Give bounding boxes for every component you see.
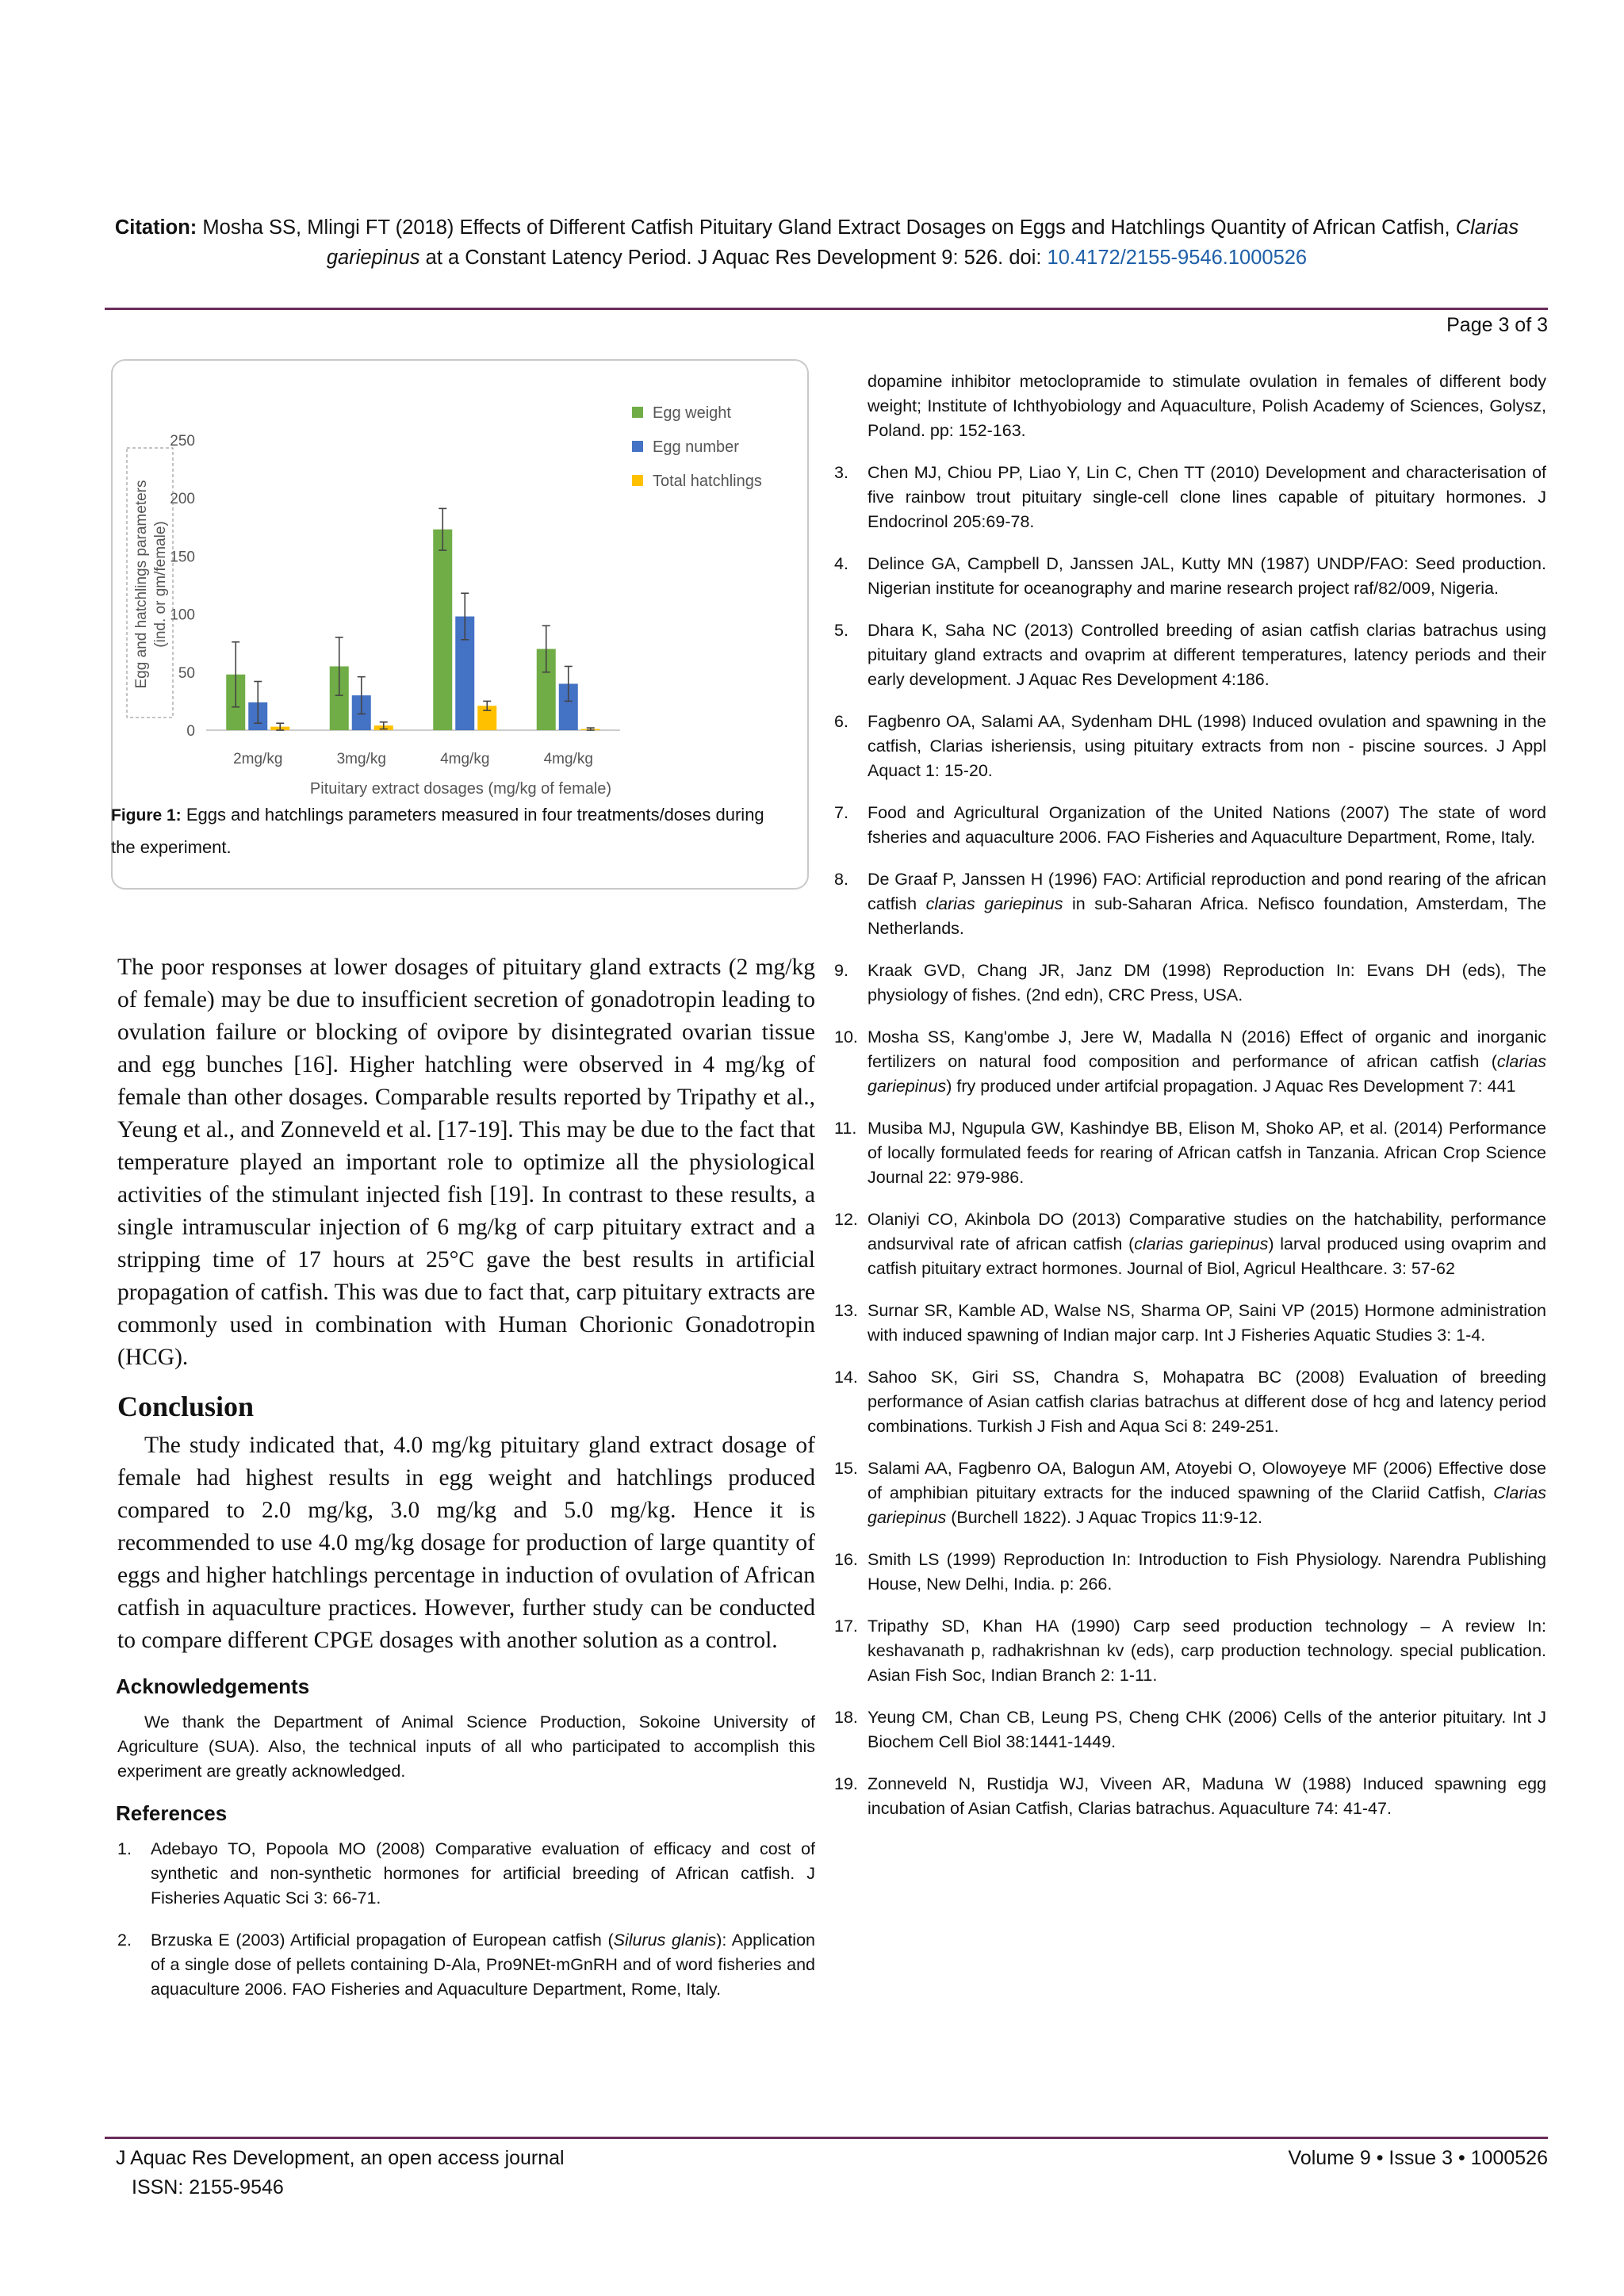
reference-number: 1.	[117, 1839, 132, 1858]
page-number: Page 3 of 3	[1446, 314, 1548, 336]
reference-number: 4.	[834, 554, 848, 573]
reference-text: Dhara K, Saha NC (2013) Controlled breeding of asian catfish clarias batrachus using pituitary gland extracts and ovaprim at different temperatures, latency periods and their early development. J Aquac Res Development 4:186.	[868, 621, 1546, 689]
reference-text: Olaniyi CO, Akinbola DO (2013) Comparative studies on the hatchability, performance andsurvival rate of african catfish (clarias gariepinus) larval produced using ovaprim and catfish pituitary extract hormones. Journal of Biol, Agricul Healthcare. 3: 57-62	[868, 1210, 1546, 1278]
legend-swatch	[632, 407, 643, 418]
reference-item	[834, 1705, 1546, 1755]
y-tick-label: 250	[170, 433, 195, 450]
footer-volume: Volume 9 • Issue 3 • 1000526	[1288, 2147, 1548, 2169]
reference-text: Sahoo SK, Giri SS, Chandra S, Mohapatra BC (2008) Evaluation of breeding performance of Asian catfish clarias batrachus at different dose of hcg and latency period combinations. Turkish J Fish and Aqua Sci 8: 249-251.	[868, 1368, 1546, 1436]
doi-link[interactable]: 10.4172/2155-9546.1000526	[1047, 247, 1308, 269]
y-axis-label: Egg and hatchlings parameters	[133, 480, 150, 689]
discussion-paragraph: The poor responses at lower dosages of pituitary gland extracts (2 mg/kg of female) may be due to insufficient secretion of gonadotropin leading to ovulation failure or blocking of ovipore by disintegrated ovarian tissue and egg bunches [16]. Higher hatchling were observed in 4 mg/kg of female than other dosages. Comparable results reported by Tripathy et al., Yeung et al., and Zonneveld et al. [17-19]. This may be due to the fact that temperature played an important role to optimize all the physiological activities of the stimulant injected fish [19]. In contrast to these results, a single intramuscular injection of 6 mg/kg of carp pituitary extract and a stripping time of 17 hours at 25°C gave the best results in artificial propagation of catfish. This was due to fact that, carp pituitary extracts are commonly used in combination with Human Chorionic Gonadotropin (HCG).	[117, 955, 815, 1370]
reference-number: 9.	[834, 961, 848, 980]
reference-item	[834, 1614, 1546, 1688]
species-name: Clarias gariepinus	[868, 1483, 1546, 1527]
reference-2-continuation: dopamine inhibitor metoclopramide to stimulate ovulation in females of different body weight; Institute of Ichthyobiology and Aquaculture, Polish Academy of Sciences, Golysz, Poland. pp: 152-163.	[868, 372, 1546, 440]
citation-text-2: at a Constant Latency Period. J Aquac Res Development 9: 526. doi:	[425, 247, 1042, 269]
species-name: Silurus glanis	[613, 1931, 717, 1950]
reference-number: 2.	[117, 1931, 132, 1950]
reference-number: 7.	[834, 803, 848, 822]
reference-number: 6.	[834, 712, 848, 731]
reference-text: Brzuska E (2003) Artificial propagation of European catfish (Silurus glanis): Application of a single dose of pellets containing D-Ala, Pro9NEt-mGnRH and of word fisheries and aquaculture 2006. FAO Fisheries and Aquaculture Department, Rome, Italy.	[151, 1931, 815, 1999]
acknowledgements-paragraph: We thank the Department of Animal Science Production, Sokoine University of Agriculture (SUA). Also, the technical inputs of all who participated to accomplish this experiment are greatly acknowledged.	[117, 1712, 815, 1781]
species-name: clarias gariepinus	[868, 1052, 1546, 1096]
reference-text: Delince GA, Campbell D, Janssen JAL, Kutty MN (1987) UNDP/FAO: Seed production. Nigerian institute for oceanography and marine research project raf/82/009, Nigeria.	[868, 554, 1546, 598]
reference-number: 3.	[834, 463, 848, 482]
footer-divider	[105, 2137, 1548, 2139]
x-tick-label: 4mg/kg	[543, 751, 593, 767]
conclusion-heading: Conclusion	[117, 1391, 255, 1422]
reference-item	[834, 618, 1546, 692]
figure-caption	[111, 799, 790, 863]
y-tick-label: 0	[186, 723, 195, 740]
legend-label: Egg number	[653, 438, 739, 456]
reference-text: Chen MJ, Chiou PP, Liao Y, Lin C, Chen TT (2010) Development and characterisation of five rainbow trout pituitary single-cell clone lines capable of pituitary hormones. J Endocrinol 205:69-78.	[868, 463, 1546, 531]
reference-number: 12.	[834, 1210, 858, 1229]
reference-number: 15.	[834, 1459, 858, 1478]
reference-list-left	[117, 1837, 815, 2002]
reference-item	[117, 1928, 815, 2002]
header-divider	[105, 308, 1548, 310]
reference-number: 11.	[834, 1119, 857, 1138]
reference-item	[834, 1365, 1546, 1439]
reference-text: Zonneveld N, Rustidja WJ, Viveen AR, Maduna W (1988) Induced spawning egg incubation of Asian Catfish, Clarias batrachus. Aquaculture 74: 41-47.	[868, 1774, 1546, 1818]
reference-item	[834, 710, 1546, 783]
reference-number: 18.	[834, 1708, 858, 1727]
figure-caption-label: Figure 1:	[111, 806, 182, 825]
y-tick-label: 200	[170, 491, 195, 508]
reference-number: 5.	[834, 621, 848, 640]
reference-number: 17.	[834, 1617, 858, 1636]
y-tick-label: 100	[170, 607, 195, 624]
reference-item	[834, 1548, 1546, 1597]
reference-item	[117, 1837, 815, 1911]
reference-text: Fagbenro OA, Salami AA, Sydenham DHL (1998) Induced ovulation and spawning in the catfish, Clarias isheriensis, using pituitary extracts from non - piscine sources. J Appl Aquact 1: 15-20.	[868, 712, 1546, 780]
citation	[111, 212, 1522, 273]
reference-number: 10.	[834, 1027, 858, 1047]
x-tick-label: 2mg/kg	[233, 751, 283, 767]
citation-text: Mosha SS, Mlingi FT (2018) Effects of Different Catfish Pituitary Gland Extract Dosages on Eggs and Hatchlings Quantity of African Catfish,	[202, 216, 1450, 239]
reference-text: Yeung CM, Chan CB, Leung PS, Cheng CHK (2006) Cells of the anterior pituitary. Int J Biochem Cell Biol 38:1441-1449.	[868, 1708, 1546, 1751]
reference-list-right	[834, 461, 1546, 1821]
reference-text: Kraak GVD, Chang JR, Janz DM (1998) Reproduction In: Evans DH (eds), The physiology of fishes. (2nd edn), CRC Press, USA.	[868, 961, 1546, 1004]
reference-item	[834, 461, 1546, 534]
reference-number: 19.	[834, 1774, 858, 1793]
reference-item	[834, 959, 1546, 1008]
reference-item	[834, 867, 1546, 941]
bar-egg-weight	[433, 530, 452, 730]
reference-item	[834, 1025, 1546, 1099]
reference-item	[834, 1299, 1546, 1348]
figure-caption-text: Eggs and hatchlings parameters measured in four treatments/doses during the experiment.	[111, 805, 764, 857]
legend-swatch	[632, 441, 643, 452]
reference-item	[834, 801, 1546, 850]
reference-number: 8.	[834, 870, 848, 889]
references-heading: References	[116, 1801, 228, 1825]
acknowledgements-heading: Acknowledgements	[116, 1674, 310, 1698]
reference-item	[834, 552, 1546, 601]
x-tick-label: 3mg/kg	[336, 751, 386, 767]
reference-text: Musiba MJ, Ngupula GW, Kashindye BB, Elison M, Shoko AP, et al. (2014) Performance of locally formulated feeds for rearing of African catfsh in Tanzania. African Crop Science Journal 22: 979-986.	[868, 1119, 1546, 1187]
reference-item	[834, 1456, 1546, 1530]
reference-number: 16.	[834, 1550, 858, 1569]
species-name: clarias gariepinus	[925, 894, 1063, 913]
x-tick-label: 4mg/kg	[440, 751, 490, 767]
reference-text: Smith LS (1999) Reproduction In: Introduction to Fish Physiology. Narendra Publishing House, New Delhi, India. p: 266.	[868, 1550, 1546, 1594]
reference-text: Tripathy SD, Khan HA (1990) Carp seed production technology – A review In: keshavanath p, radhakrishnan kv (eds), carp production technology. special publication. Asian Fish Soc, Indian Branch 2: 1-11.	[868, 1617, 1546, 1685]
conclusion-paragraph: The study indicated that, 4.0 mg/kg pituitary gland extract dosage of female had highest results in egg weight and hatchlings produced compared to 2.0 mg/kg, 3.0 mg/kg and 5.0 mg/kg. Hence it is recommended to use 4.0 mg/kg dosage for production of large quantity of eggs and higher hatchlings percentage in induction of ovulation of African catfish in aquaculture practices. However, further study can be conducted to compare different CPGE dosages with another solution as a control.	[117, 1433, 815, 1653]
bar-chart	[113, 361, 807, 805]
reference-item	[834, 1207, 1546, 1281]
y-axis-label: (ind. or gm/female)	[152, 521, 169, 648]
legend-label: Egg weight	[653, 404, 731, 422]
reference-item	[834, 1772, 1546, 1821]
reference-item	[834, 1116, 1546, 1190]
y-tick-label: 50	[178, 664, 195, 682]
y-tick-label: 150	[170, 549, 195, 566]
reference-text: De Graaf P, Janssen H (1996) FAO: Artificial reproduction and pond rearing of the african catfish clarias gariepinus in sub-Saharan Africa. Nefisco foundation, Amsterdam, The Netherlands.	[868, 870, 1546, 938]
reference-text: Food and Agricultural Organization of the United Nations (2007) The state of word fsheries and aquaculture 2006. FAO Fisheries and Aquaculture Department, Rome, Italy.	[868, 803, 1546, 847]
x-axis-label: Pituitary extract dosages (mg/kg of female)	[309, 780, 612, 798]
footer-issn: ISSN: 2155-9546	[132, 2176, 284, 2198]
species-name: clarias gariepinus	[1134, 1234, 1269, 1253]
reference-text: Salami AA, Fagbenro OA, Balogun AM, Atoyebi O, Olowoyeye MF (2006) Effective dose of amphibian pituitary extracts for the induced spawning of the Clariid Catfish, Clarias gariepinus (Burchell 1822). J Aquac Tropics 11:9-12.	[868, 1459, 1546, 1527]
reference-text: Mosha SS, Kang'ombe J, Jere W, Madalla N (2016) Effect of organic and inorganic fertilizers on natural food composition and performance of african catfish (clarias gariepinus) fry produced under artifcial propagation. J Aquac Res Development 7: 441	[868, 1027, 1546, 1096]
reference-number: 14.	[834, 1368, 858, 1387]
legend-label: Total hatchlings	[653, 473, 762, 490]
reference-text: Adebayo TO, Popoola MO (2008) Comparative evaluation of efficacy and cost of synthetic and non-synthetic hormones for artificial breeding of African catfish. J Fisheries Aquatic Sci 3: 66-71.	[151, 1839, 815, 1908]
legend-swatch	[632, 475, 643, 486]
reference-text: Surnar SR, Kamble AD, Walse NS, Sharma OP, Saini VP (2015) Hormone administration with induced spawning of Indian major carp. Int J Fisheries Aquatic Studies 3: 1-4.	[868, 1301, 1546, 1345]
footer-journal: J Aquac Res Development, an open access journal	[116, 2147, 565, 2169]
reference-number: 13.	[834, 1301, 858, 1320]
citation-label: Citation:	[114, 216, 197, 239]
citation-species: Clarias gariepinus	[326, 216, 1519, 269]
